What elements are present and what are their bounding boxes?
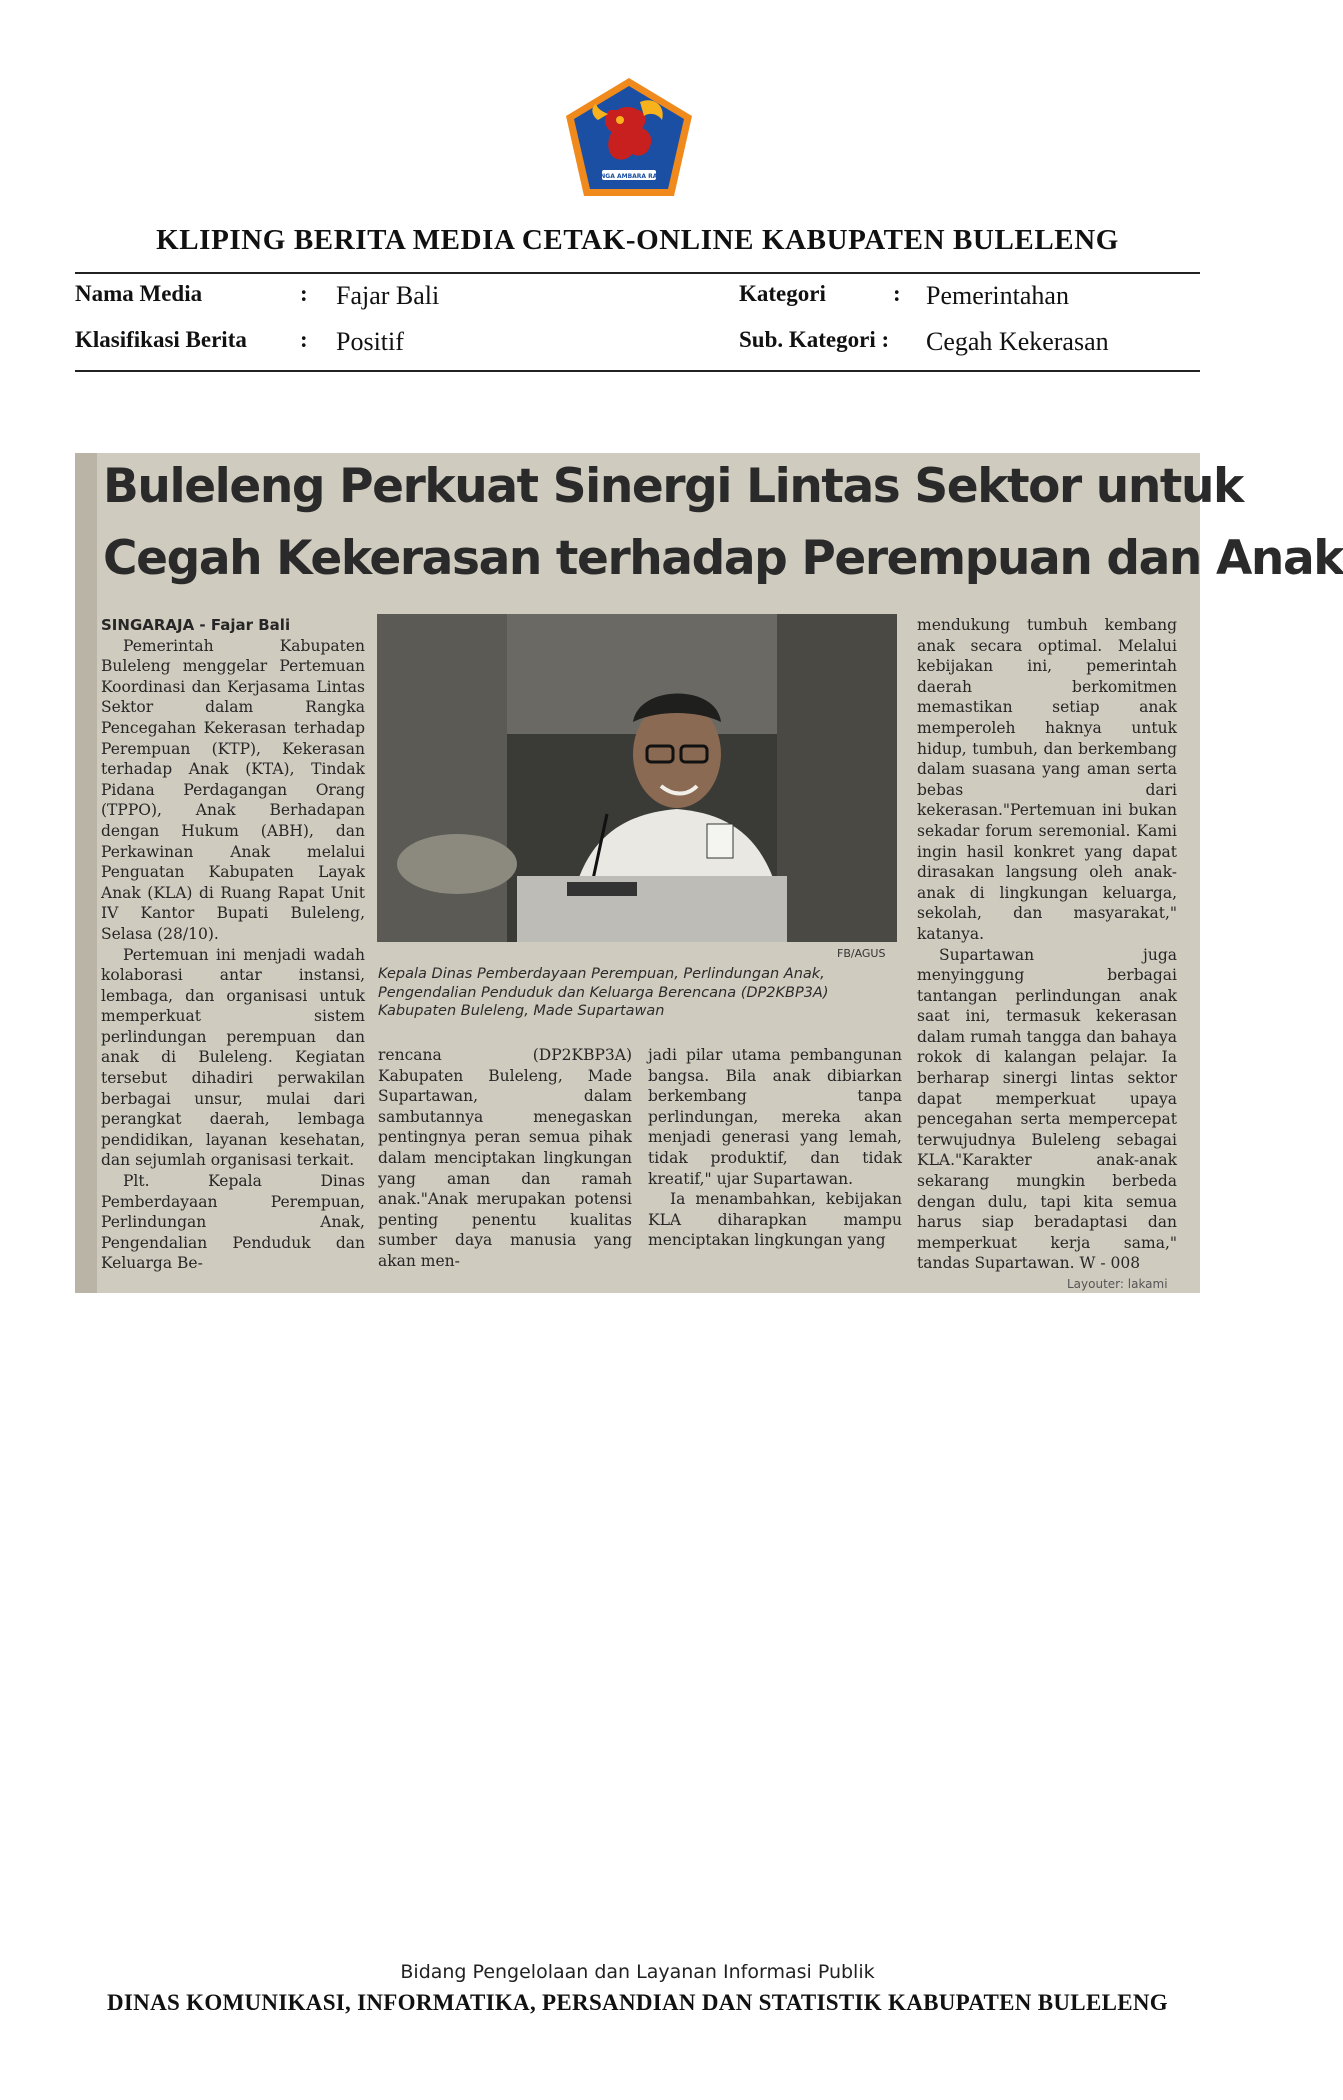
photo-caption: Kepala Dinas Pemberdayaan Perempuan, Perlindungan Anak, Pengendalian Penduduk dan Keluarga Berencana (DP2KBP3A) Kabupaten Buleleng, Made Supartawan [378,966,829,1019]
subcategory-value: Cegah Kekerasan [926,327,1109,356]
article-column-2 [378,1045,632,1272]
col3-paragraph-2: Ia menambahkan, kebijakan KLA diharapkan mampu menciptakan lingkungan yang [648,1190,902,1250]
headline-line-1: Buleleng Perkuat Sinergi Lintas Sektor untuk [103,459,1243,514]
article-column-1 [101,615,365,1274]
footer-division: Bidang Pengelolaan dan Layanan Informasi Publik [400,1961,875,1983]
meta-divider [75,370,1200,372]
layouter-credit: Layouter: lakami [1067,1277,1168,1291]
media-value: Fajar Bali [336,281,440,310]
clipping-edge-shadow [75,453,97,1293]
title-divider [75,272,1200,274]
article-column-3 [648,1045,902,1251]
col4-paragraph-2: Supartawan juga menyinggung berbagai tantangan perlindungan anak saat ini, termasuk kekerasan dalam rumah tangga dan bahaya rokok di kalangan pelajar. Ia berharap sinergi lintas sektor dapat memperkuat upaya pencegahan serta mempercepat terwujudnya Buleleng sebagai KLA."Karakter anak-anak sekarang mungkin berbeda dengan dulu, tapi kita semua harus siap beradaptasi dan memperkuat kerja sama," tandas Supartawan. W - 008 [917,945,1177,1273]
col3-paragraph-1: jadi pilar utama pembangunan bangsa. Bila anak dibiarkan berkembang tanpa perlindungan, mereka akan menjadi generasi yang lemah, tidak produktif, dan tidak kreatif," ujar Supartawan. [648,1046,902,1188]
buleleng-emblem-logo [562,76,696,200]
media-label: Nama Media [75,281,203,306]
classification-colon: : [300,327,308,352]
logo-motto: SINGA AMBARA RAJA [593,173,665,180]
article-photo [377,614,897,942]
col1-paragraph-2: Pertemuan ini menjadi wadah kolaborasi antar instansi, lembaga, dan organisasi untuk memperkuat sistem perlindungan perempuan dan anak di Buleleng. Kegiatan tersebut dihadiri perwakilan berbagai unsur, mulai dari perangkat daerah, lembaga pendidikan, layanan kesehatan, dan sejumlah organisasi terkait. [101,945,365,1170]
col1-paragraph-1: Pemerintah Kabupaten Buleleng menggelar Pertemuan Koordinasi dan Kerjasama Lintas Sektor dalam Rangka Pencegahan Kekerasan terhadap Perempuan (KTP), Kekerasan terhadap Anak (KTA), Tindak Pidana Perdagangan Orang (TPPO), Anak Berhadapan dengan Hukum (ABH), dan Perkawinan Anak melalui Penguatan Kabupaten Layak Anak (KLA) di Ruang Rapat Unit IV Kantor Bupati Buleleng, Selasa (28/10). [101,636,365,943]
classification-label: Klasifikasi Berita [75,327,247,352]
col1-paragraph-3: Plt. Kepala Dinas Pemberdayaan Perempuan, Perlindungan Anak, Pengendalian Penduduk dan Keluarga Be- [101,1172,365,1273]
headline-line-2: Cegah Kekerasan terhadap Perempuan dan Anak [103,531,1343,586]
col2-paragraph-1: rencana (DP2KBP3A) Kabupaten Buleleng, Made Supartawan, dalam sambutannya menegaskan pentingnya peran semua pihak dalam menciptakan lingkungan yang aman dan ramah anak."Anak merupakan potensi penting penentu kualitas sumber daya manusia yang akan men- [378,1046,632,1270]
newspaper-clipping [75,453,1343,1293]
footer-agency: DINAS KOMUNIKASI, INFORMATIKA, PERSANDIAN DAN STATISTIK KABUPATEN BULELENG [107,1990,1168,2015]
col4-paragraph-1: mendukung tumbuh kembang anak secara optimal. Melalui kebijakan ini, pemerintah daerah berkomitmen memastikan setiap anak memperoleh haknya untuk hidup, tumbuh, dan berkembang dalam suasana yang aman serta bebas dari kekerasan."Pertemuan ini bukan sekadar forum seremonial. Kami ingin hasil konkret yang dapat dirasakan langsung oleh anak-anak di lingkungan keluarga, sekolah, dan masyarakat," katanya. [917,616,1177,943]
category-colon: : [893,281,901,306]
article-dateline: SINGARAJA - Fajar Bali [101,616,291,634]
classification-value: Positif [336,327,404,356]
page-title: KLIPING BERITA MEDIA CETAK-ONLINE KABUPATEN BULELENG [156,224,1119,256]
category-label: Kategori [739,281,826,306]
photo-credit: FB/AGUS [837,947,886,960]
category-value: Pemerintahan [926,281,1069,310]
media-colon: : [300,281,308,306]
article-column-4 [917,615,1177,1274]
subcategory-label: Sub. Kategori : [739,327,890,352]
